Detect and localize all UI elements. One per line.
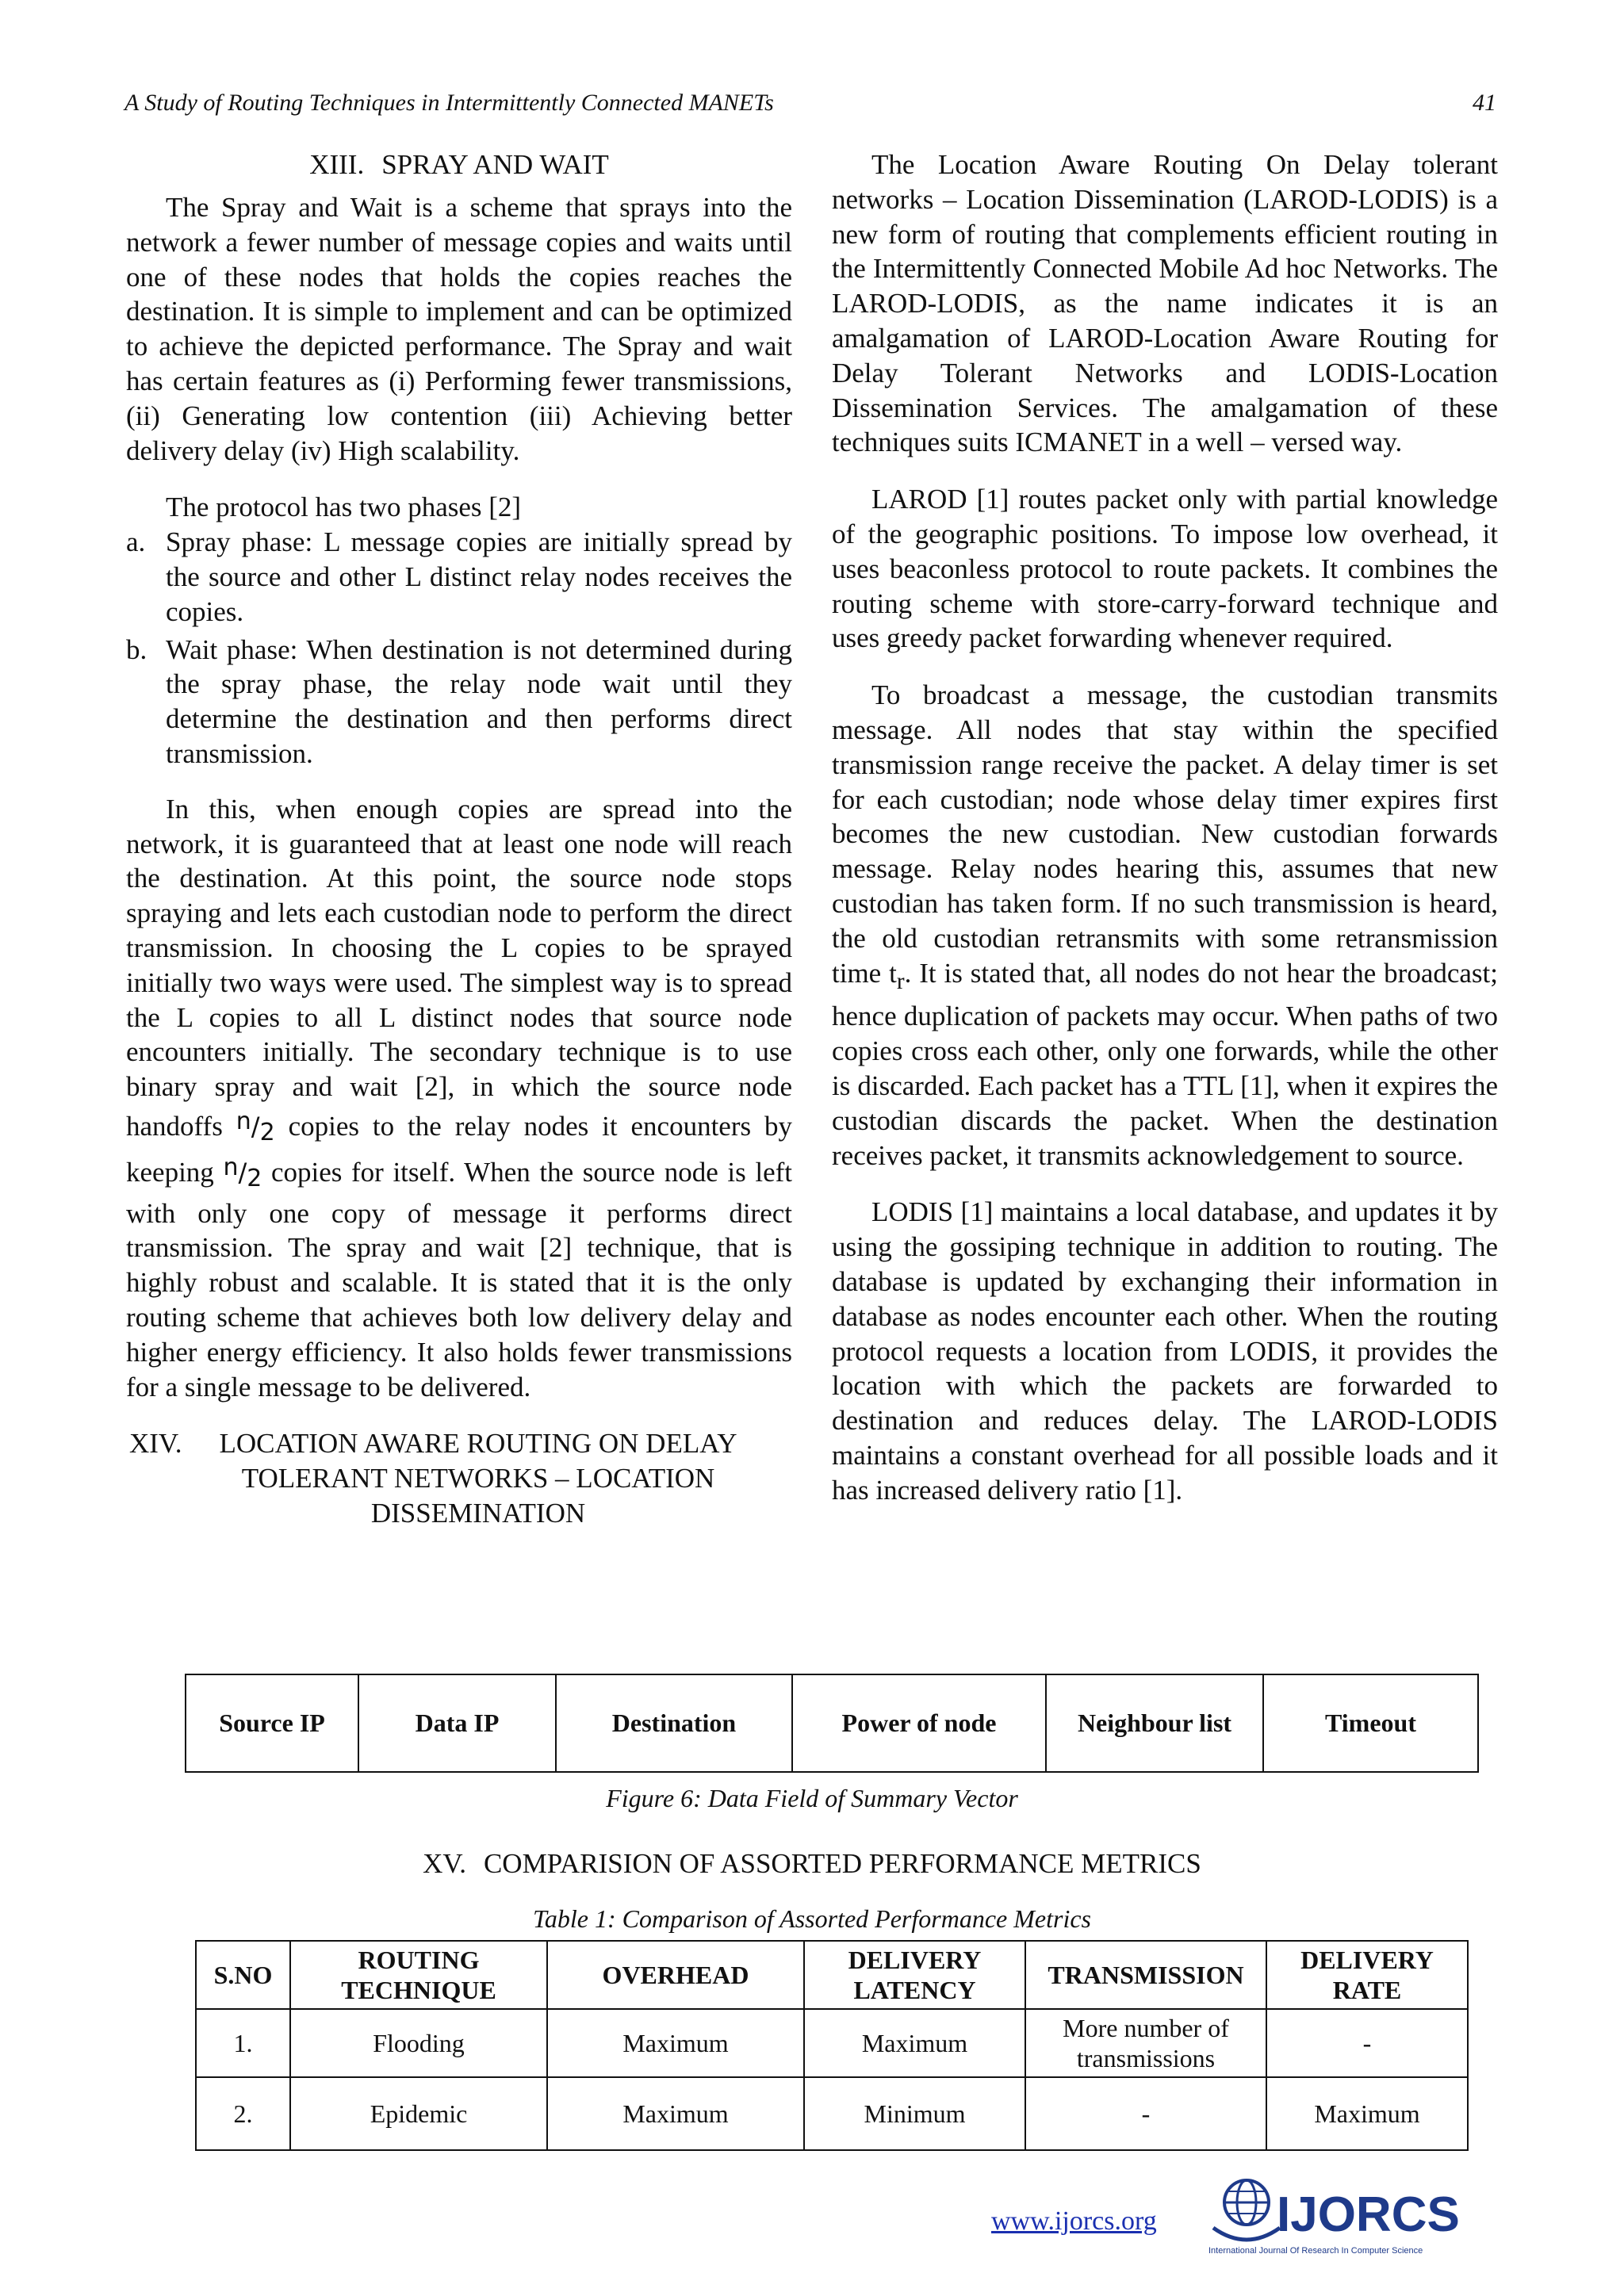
globe-icon bbox=[1213, 2180, 1280, 2240]
table-cell: Neighbour list bbox=[1046, 1674, 1263, 1772]
fraction-n-over-2: $^n/_2$ bbox=[223, 1153, 262, 1192]
fraction-denominator: 2 bbox=[247, 1164, 262, 1192]
summary-vector-table bbox=[185, 1674, 1479, 1773]
logo-tagline: International Journal Of Research In Computer Science bbox=[1208, 2246, 1423, 2256]
column-header: S.NO bbox=[196, 1941, 290, 2009]
table-row bbox=[196, 2009, 1468, 2077]
logo-wordmark: IJORCS bbox=[1277, 2187, 1460, 2242]
paragraph bbox=[832, 678, 1498, 1173]
table-cell: Flooding bbox=[290, 2009, 547, 2077]
text-run: To broadcast a message, the custodian transmits message. All nodes that stay within the specified transmission range receive the packet. A delay timer is set for each custodian; node whose delay timer expires first becomes the new custodian. New custodian forwards message. Relay nodes hearing this, assumes that new custodian has taken form. If no such transmission is heard, the old custodian retransmits with some retransmission time t bbox=[832, 679, 1498, 989]
list-item bbox=[126, 633, 792, 771]
running-title: A Study of Routing Techniques in Intermittently Connected MANETs bbox=[124, 90, 774, 116]
section-title: LOCATION AWARE ROUTING ON DELAY TOLERANT NETWORKS – LOCATION DISSEMINATION bbox=[219, 1428, 737, 1529]
list-marker: a. bbox=[126, 526, 146, 558]
table-row bbox=[186, 1674, 1478, 1772]
running-head bbox=[124, 87, 1496, 119]
table-cell: Source IP bbox=[186, 1674, 358, 1772]
journal-url-link[interactable]: www.ijorcs.org bbox=[991, 2206, 1157, 2236]
table-cell: Maximum bbox=[547, 2077, 804, 2150]
left-column bbox=[126, 147, 792, 1531]
table-cell: Epidemic bbox=[290, 2077, 547, 2150]
section-title: SPRAY AND WAIT bbox=[381, 149, 609, 180]
column-header: OVERHEAD bbox=[547, 1941, 804, 2009]
table-cell: - bbox=[1266, 2009, 1468, 2077]
table-cell: Timeout bbox=[1263, 1674, 1478, 1772]
table-cell: Minimum bbox=[804, 2077, 1025, 2150]
table-cell: - bbox=[1025, 2077, 1266, 2150]
page-number: 41 bbox=[1473, 90, 1496, 116]
table-cell: Maximum bbox=[547, 2009, 804, 2077]
figure-caption: Figure 6: Data Field of Summary Vector bbox=[606, 1784, 1018, 1812]
paragraph: LODIS [1] maintains a local database, and updates it by using the gossiping technique in addition to routing. The database is updated by exchanging their information in database as nodes encounter each other. When the routing protocol requests a location from LODIS, it provides the location with which the packets are forwarded to destination and reduces delay. The LAROD-LODIS maintains a constant overhead for all possible loads and it has increased delivery ratio [1]. bbox=[832, 1196, 1498, 1506]
table-caption: Table 1: Comparison of Assorted Performance Metrics bbox=[533, 1904, 1091, 1933]
column-header: ROUTING TECHNIQUE bbox=[290, 1941, 547, 2009]
section-title: COMPARISION OF ASSORTED PERFORMANCE METRICS bbox=[483, 1848, 1201, 1879]
paragraph: The protocol has two phases [2] bbox=[166, 492, 522, 523]
text-run: copies to the relay nodes it encounters by keeping bbox=[126, 1110, 793, 1188]
list-marker: b. bbox=[126, 633, 147, 665]
ijorcs-logo bbox=[1197, 2172, 1483, 2260]
right-column bbox=[832, 147, 1498, 1529]
paragraph: The Location Aware Routing On Delay tolerant networks – Location Dissemination (LAROD-LODIS) is a new form of routing that complements efficient routing in the Intermittently Connected Mobile Ad hoc Networks. The LAROD-LODIS, as the name indicates it is an amalgamation of LAROD-Location Aware Routing for Delay Tolerant Networks and LODIS-Location Dissemination Services. The amalgamation of these techniques suits ICMANET in a well – versed way. bbox=[832, 149, 1498, 458]
table-cell: 1. bbox=[196, 2009, 290, 2077]
table-cell: Destination bbox=[556, 1674, 792, 1772]
table-cell: Power of node bbox=[792, 1674, 1046, 1772]
text-run: . It is stated that, all nodes do not hear the broadcast; hence duplication of packets may occur. When paths of two copies cross each other, only one forwards, while the other is discarded. Each packet has a TTL [1], when it expires the custodian discards the packet. When the destination receives packet, it transmits acknowledgement to source. bbox=[832, 957, 1498, 1171]
table-cell: Maximum bbox=[804, 2009, 1025, 2077]
paragraph: LAROD [1] routes packet only with partial knowledge of the geographic positions. To impose low overhead, it uses beaconless protocol to route packets. It combines the routing scheme with store-carry-forward technique and uses greedy packet forwarding whenever required. bbox=[832, 484, 1498, 654]
section-heading-14 bbox=[126, 1426, 792, 1531]
fraction-n-over-2: $^n/_2$ bbox=[236, 1107, 275, 1146]
list-item bbox=[126, 525, 792, 629]
table-cell: Data IP bbox=[358, 1674, 556, 1772]
table-cell: Maximum bbox=[1266, 2077, 1468, 2150]
table-header-row bbox=[196, 1941, 1468, 2009]
section-number: XIII. bbox=[309, 149, 365, 180]
paragraph bbox=[126, 792, 792, 1405]
fraction-numerator: n bbox=[236, 1107, 251, 1135]
subscript: r bbox=[896, 968, 905, 994]
section-heading-15 bbox=[0, 1848, 1624, 1880]
metrics-table bbox=[195, 1940, 1469, 2151]
section-number: XV. bbox=[423, 1848, 466, 1879]
text-run: copies for itself. When the source node is left with only one copy of message it performs direct transmission. The spray and wait [2] technique, that is highly robust and scalable. It is stated that it is the only routing scheme that achieves both low delivery delay and higher energy efficiency. It also holds fewer transmissions for a single message to be delivered. bbox=[126, 1156, 793, 1402]
list-item-text: Wait phase: When destination is not determined during the spray phase, the relay node wait until they determine the destination and then performs direct transmission. bbox=[166, 633, 792, 769]
table-row bbox=[196, 2077, 1468, 2150]
fraction-numerator: n bbox=[223, 1153, 239, 1181]
section-number: XIV. bbox=[129, 1428, 182, 1460]
phase-list bbox=[126, 525, 792, 771]
table-cell: More number of transmissions bbox=[1025, 2009, 1266, 2077]
column-header: DELIVERY RATE bbox=[1266, 1941, 1468, 2009]
list-item-text: Spray phase: L message copies are initially spread by the source and other L distinct relay nodes receives the copies. bbox=[166, 526, 792, 627]
text-run: In this, when enough copies are spread into the network, it is guaranteed that at least one node will reach the destination. At this point, the source node stops spraying and lets each custodian node to perform the direct transmission. In choosing the L copies to be sprayed initially two ways were used. The simplest way is to spread the L copies to all L distinct nodes that source node encounters initially. The secondary technique is to use binary spray and wait [2], in which the source node handoffs bbox=[126, 793, 792, 1142]
table-cell: 2. bbox=[196, 2077, 290, 2150]
fraction-denominator: 2 bbox=[259, 1118, 275, 1146]
column-header: TRANSMISSION bbox=[1025, 1941, 1266, 2009]
column-header: DELIVERY LATENCY bbox=[804, 1941, 1025, 2009]
paragraph: The Spray and Wait is a scheme that sprays into the network a fewer number of message copies and waits until one of these nodes that holds the copies reaches the destination. It is simple to implement and can be optimized to achieve the depicted performance. The Spray and wait has certain features as (i) Performing fewer transmissions, (ii) Generating low contention (iii) Achieving better delivery delay (iv) High scalability. bbox=[126, 192, 792, 466]
section-heading-13 bbox=[126, 147, 792, 182]
